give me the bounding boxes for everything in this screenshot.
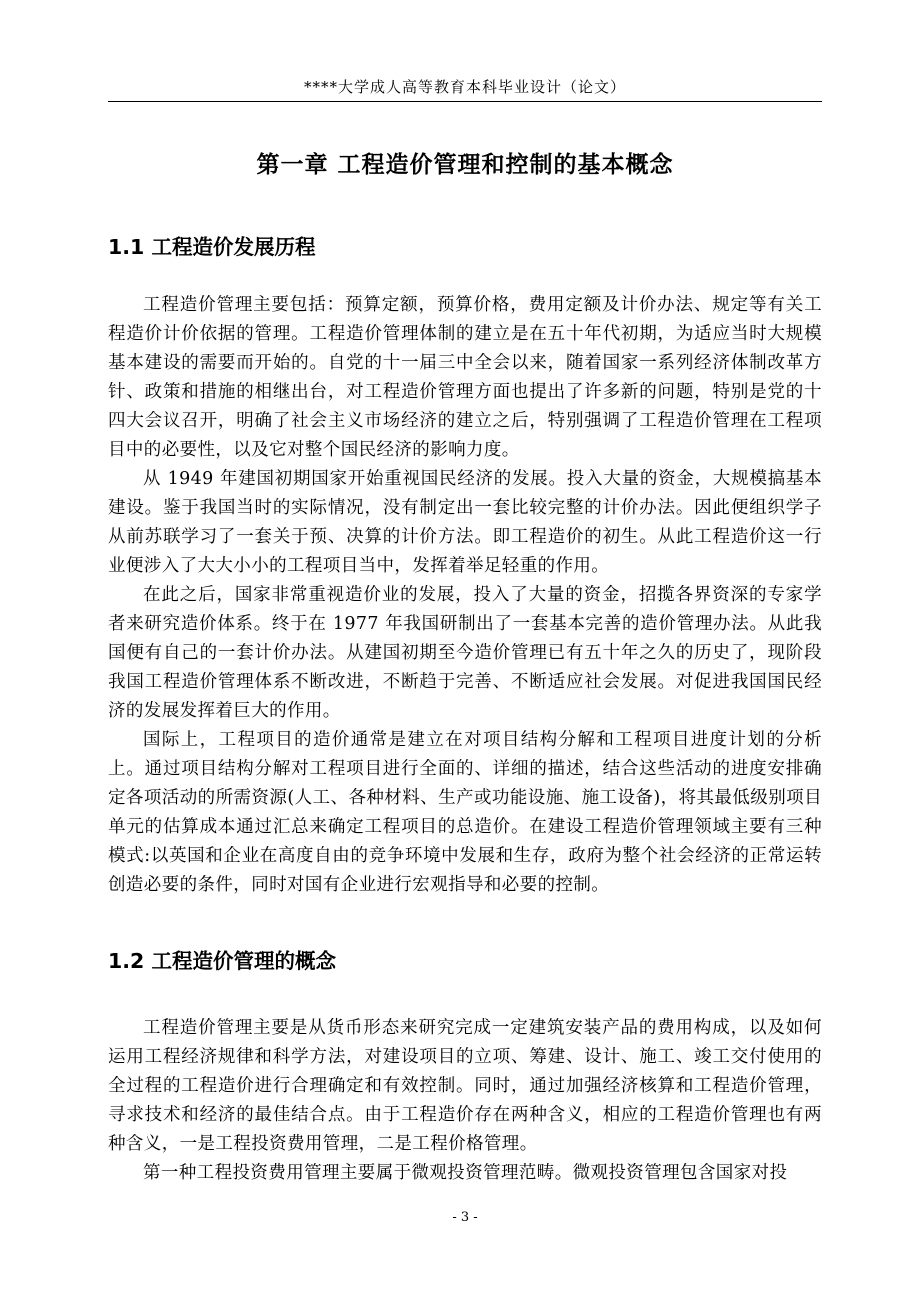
header-divider bbox=[108, 101, 822, 102]
paragraph: 国际上，工程项目的造价通常是建立在对项目结构分解和工程项目进度计划的分析上。通过项目结构分解对工程项目进行全面的、详细的描述，结合这些活动的进度安排确定各项活动的所需资源(人工、各种材料、生产或功能设施、施工设备)，将其最低级别项目单元的估算成本通过汇总来确定工程项目的总造价。在建设工程造价管理领域主要有三种模式:以英国和企业在高度自由的竞争环境中发展和生存，政府为整个社会经济的正常运转创造必要的条件，同时对国有企业进行宏观指导和必要的控制。 bbox=[108, 730, 822, 895]
section-1-1-body bbox=[108, 291, 822, 900]
chapter-title: 第一章 工程造价管理和控制的基本概念 bbox=[256, 152, 674, 178]
paragraph: 工程造价管理主要是从货币形态来研究完成一定建筑安装产品的费用构成，以及如何运用工程经济规律和科学方法，对建设项目的立项、筹建、设计、施工、竣工交付使用的全过程的工程造价进行合理确定和有效控制。同时，通过加强经济核算和工程造价管理，寻求技术和经济的最佳结合点。由于工程造价存在两种含义，相应的工程造价管理也有两种含义，一是工程投资费用管理，二是工程价格管理。 bbox=[108, 1018, 822, 1154]
paragraph: 工程造价管理主要包括：预算定额，预算价格，费用定额及计价办法、规定等有关工程造价计价依据的管理。工程造价管理体制的建立是在五十年代初期，为适应当时大规模基本建设的需要而开始的。自党的十一届三中全会以来，随着国家一系列经济体制改革方针、政策和措施的相继出台，对工程造价管理方面也提出了许多新的问题，特别是党的十四大会议召开，明确了社会主义市场经济的建立之后，特别强调了工程造价管理在工程项目中的必要性，以及它对整个国民经济的影响力度。 bbox=[108, 295, 822, 460]
running-header: ****大学成人高等教育本科毕业设计（论文） bbox=[303, 78, 626, 96]
paragraph: 第一种工程投资费用管理主要属于微观投资管理范畴。微观投资管理包含国家对投 bbox=[143, 1163, 788, 1183]
section-title-1-2: 1.2 工程造价管理的概念 bbox=[108, 949, 336, 973]
section-title-1-1: 1.1 工程造价发展历程 bbox=[108, 235, 316, 259]
section-1-2-body bbox=[108, 1014, 822, 1188]
paragraph: 在此之后，国家非常重视造价业的发展，投入了大量的资金，招揽各界资深的专家学者来研究造价体系。终于在 1977 年我国研制出了一套基本完善的造价管理办法。从此我国便有自己的一套计价办法。从建国初期至今造价管理已有五十年之久的历史了，现阶段我国工程造价管理体系不断改进，不断趋于完善、不断适应社会发展。对促进我国国民经济的发展发挥着巨大的作用。 bbox=[108, 585, 822, 721]
paragraph: 从 1949 年建国初期国家开始重视国民经济的发展。投入大量的资金，大规模搞基本建设。鉴于我国当时的实际情况，没有制定出一套比较完整的计价办法。因此便组织学子从前苏联学习了一套关于预、决算的计价方法。即工程造价的初生。从此工程造价这一行业便涉入了大大小小的工程项目当中，发挥着举足轻重的作用。 bbox=[108, 469, 822, 576]
page-number: - 3 - bbox=[452, 1210, 478, 1225]
